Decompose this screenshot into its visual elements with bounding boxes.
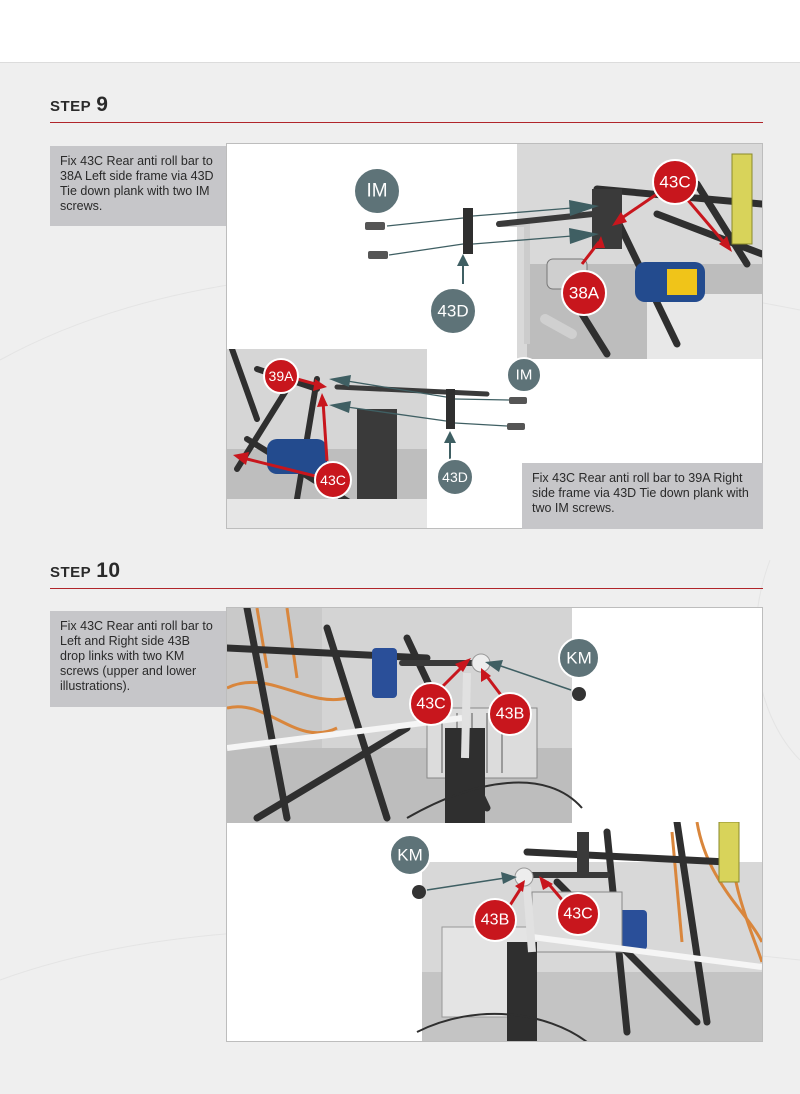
step-number: 9: [96, 93, 109, 116]
im-screw-label: [507, 358, 541, 392]
step-word: STEP: [50, 564, 92, 581]
km-screw-label: [559, 638, 599, 678]
svg-text:38A: 38A: [568, 283, 600, 303]
step-10-heading: [50, 558, 763, 589]
step-10-upper-illustration: [227, 608, 762, 823]
part-38a-label: [562, 271, 606, 315]
step-9-heading: [50, 92, 763, 123]
step-10-illustration-panel: [226, 607, 763, 1042]
svg-text:43D: 43D: [437, 301, 469, 321]
part-43b-label: [489, 693, 531, 735]
svg-text:KM: KM: [566, 648, 592, 668]
svg-text:KM: KM: [397, 845, 423, 865]
im-screw-label: [354, 168, 400, 214]
part-39a-label: [264, 359, 298, 393]
svg-text:39A: 39A: [268, 368, 294, 384]
step-9-upper-instruction: Fix 43C Rear anti roll bar to 38A Left side frame via 43D Tie down plank with two IM screws.: [50, 146, 226, 226]
svg-text:43D: 43D: [442, 469, 468, 485]
step-word: STEP: [50, 98, 92, 115]
step-10-lower-illustration: [227, 822, 762, 1042]
part-43c-label: [653, 160, 697, 204]
part-43c-label: [410, 683, 452, 725]
svg-text:43C: 43C: [320, 472, 346, 488]
step-9-lower-callouts: [227, 349, 547, 529]
step-9-upper-illustration: [227, 144, 762, 359]
km-screw-label: [390, 835, 430, 875]
svg-text:43C: 43C: [563, 905, 593, 923]
svg-text:IM: IM: [515, 366, 533, 384]
svg-text:43B: 43B: [480, 911, 510, 929]
part-43b-label: [474, 899, 516, 941]
part-43d-label: [437, 459, 473, 495]
part-43c-label: [315, 462, 351, 498]
step-9-lower-instruction: Fix 43C Rear anti roll bar to 39A Right side frame via 43D Tie down plank with two IM screws.: [522, 463, 763, 529]
step-10-instruction: Fix 43C Rear anti roll bar to Left and Right side 43B drop links with two KM screws (upper and lower illustrations).: [50, 611, 226, 707]
svg-text:43C: 43C: [416, 695, 446, 713]
step-number: 10: [96, 559, 121, 582]
svg-text:43C: 43C: [659, 172, 691, 192]
part-43c-label: [557, 893, 599, 935]
svg-text:IM: IM: [366, 180, 388, 202]
part-43d-label: [430, 288, 476, 334]
svg-text:43B: 43B: [495, 705, 525, 723]
